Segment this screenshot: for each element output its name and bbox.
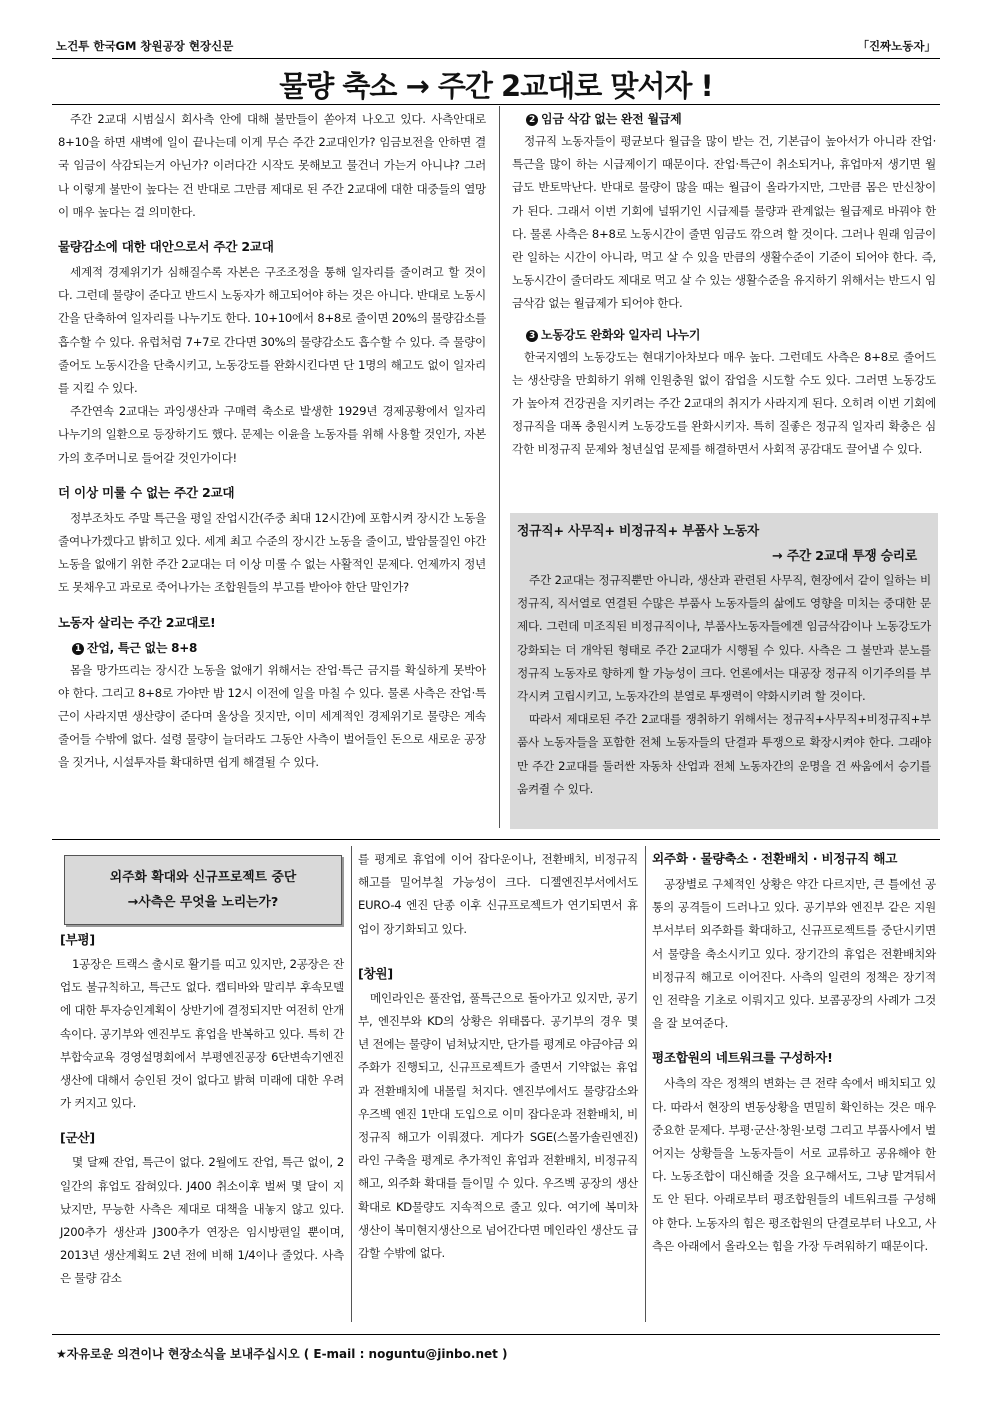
paragraph: 1공장은 트랙스 출시로 활기를 띠고 있지만, 2공장은 잔업도 불규칙하고, 특근도 없다. 캡티바와 말리부 후속모델에 대한 투자승인계획이 상반기에 결정되지만 여전히 안개 속이다. 공기부와 엔진부도 휴업을 반복하고 있다. 특히 간부합숙교육 경영설명회에서 부평엔진공장 6단변속기엔진생산에 대해서 승인된 것이 없다고 밝혀 미래에 대한 우려가 커지고 있다.	[60, 957, 344, 1111]
region-tag: [창원]	[358, 965, 393, 981]
section-heading: 외주화 · 물량축소 · 전환배치 · 비정규직 해고	[652, 851, 898, 866]
callout-line: 외주화 확대와 신규프로젝트 중단	[109, 870, 297, 885]
highlight-box	[510, 513, 938, 829]
number-badge: 2	[526, 114, 538, 126]
box-subtitle: → 주간 2교대 투쟁 승리로	[772, 549, 917, 564]
paragraph: 사측의 작은 정책의 변화는 큰 전략 속에서 배치되고 있다. 따라서 현장의 변동상황을 면밀히 확인하는 것은 매우 중요한 문제다. 부평·군산·창원·보령 그리고 부품사에서 벌어지는 상황들을 노동자들이 서로 교류하고 공유해야 한다. 노동조합이 대신해줄 것을 요구해서도, 그냥 맡겨둬서도 안 된다. 아래로부터 평조합원들의 네트워크를 구성해야 한다. 노동자의 힘은 평조합원의 단결로부터 나오고, 사측은 아래에서 올라오는 힘을 가장 두려워하기 때문이다.	[652, 1076, 936, 1253]
paragraph: 세계적 경제위기가 심해질수록 자본은 구조조정을 통해 일자리를 줄이려고 할 것이다. 그런데 물량이 준다고 반드시 노동자가 해고되어야 하는 것은 아니다. 반대로 노동시간을 단축하여 일자리를 나누기도 한다. 10+10에서 8+8로 줄이면 20%의 물량감소를 흡수할 수 있다. 유럽처럼 7+7로 간다면 30%의 물량감소도 흡수할 수 있다. 즉 물량이 줄어도 노동시간을 단축시키고, 노동강도를 완화시킨다면 단 1명의 해고도 없이 일자리를 지킬 수 있다.	[58, 265, 486, 396]
subheading-text: 임금 삭감 없는 완전 월급제	[541, 112, 682, 126]
headline: 물량 축소 → 주간 2교대로 맞서자 !	[279, 69, 713, 103]
subheading-text: 잔업, 특근 없는 8+8	[87, 640, 198, 655]
section-heading: 더 이상 미룰 수 없는 주간 2교대	[58, 484, 235, 500]
column-divider	[499, 106, 500, 828]
paragraph: 몸을 망가뜨리는 장시간 노동을 없애기 위해서는 잔업·특근 금지를 확실하게 못박아야 한다. 그리고 8+8로 가야만 밤 12시 이전에 일을 마칠 수 있다. 물론 사측은 잔업·특근이 사라지면 생산량이 준다며 울상을 짓지만, 이미 세계적인 경제위기로 물량은 계속 줄어들 수밖에 없다. 설령 물량이 늘더라도 그동안 사측이 벌어들인 돈으로 새로운 공장을 짓거나, 시설투자를 확대하면 쉽게 해결될 수 있다.	[58, 662, 486, 770]
footer-rule	[52, 1334, 940, 1335]
subheading-text: 노동강도 완화와 일자리 나누기	[541, 327, 701, 342]
number-badge: 3	[526, 330, 538, 342]
region-tag: [부평]	[60, 932, 95, 947]
section-heading: 평조합원의 네트워크를 구성하자!	[652, 1050, 833, 1066]
paragraph: 메인라인은 풀잔업, 풀특근으로 돌아가고 있지만, 공기부, 엔진부와 KD의 상황은 위태롭다. 공기부의 경우 몇 년 전에는 물량이 넘쳐났지만, 단가를 평계로 야금야금 외주화가 진행되고, 신규프로젝트가 줄면서 기약없는 휴업과 전환배치에 내몰릴 처지다. 엔진부에서도 물량감소와 우즈벡 엔진 1만대 도입으로 이미 잡다운과 전환배치, 비정규직 해고가 이뤄졌다. 게다가 SGE(스몰가솔린엔진) 라인 구축을 평계로 추가적인 휴업과 전환배치, 비정규직 해고, 외주화 확대를 들이밀 수 있다. 우즈벡 공장의 생산확대로 KD물량도 지속적으로 줄고 있다. 여기에 복미차 생산이 복미현지생산으로 넘어간다면 메인라인 생산도 급감할 수밖에 없다.	[358, 990, 638, 1261]
region-tag: [군산]	[60, 1130, 95, 1146]
masthead-right: 「진짜노동자」	[857, 39, 936, 53]
callout-box	[64, 855, 342, 925]
paragraph: 정규직 노동자들이 평균보다 월급을 많이 받는 건, 기본급이 높아서가 아니라 잔업·특근을 많이 하는 시급제이기 때문이다. 잔업·특근이 취소되거나, 휴업마저 생기면 월급도 반토막난다. 반대로 물량이 많을 때는 월급이 올라가지만, 그만큼 몸은 만신창이가 된다. 그래서 이번 기회에 널뛰기인 시급제를 물량과 관계없는 월급제로 바꿔야 한다. 물론 사측은 8+8로 노동시간이 줄면 임금도 깎으려 할 것이다. 그러나 원래 임금이란 일하는 시간이 아니라, 먹고 살 수 있을 만큼의 생활수준이 기준이 되어야 한다. 즉, 노동시간이 줄더라도 제대로 먹고 살 수 있는 생활수준을 유지하기 위해서는 반드시 임금삭감 없는 월급제가 되어야 한다.	[512, 134, 936, 311]
intro-paragraph: 주간 2교대 시범실시 회사측 안에 대해 불만들이 쏟아져 나오고 있다. 사측안대로 8+10을 하면 새벽에 일이 끝나는데 이게 무슨 주간 2교대인가? 임금보전을 안하면 결국 임금이 삭감되는거 아닌가? 이러다간 시작도 못해보고 물건너 가는거 아니냐? 그러나 이렇게 불만이 높다는 건 반대로 그만큼 제대로 된 주간 2교대에 대한 대중들의 열망이 매우 높다는 걸 의미한다.	[58, 112, 486, 219]
section-heading: 물량감소에 대한 대안으로서 주간 2교대	[58, 239, 274, 255]
section-heading: 노동자 살리는 주간 2교대로!	[58, 614, 216, 630]
column-divider	[645, 846, 646, 1322]
header-rule	[52, 58, 940, 59]
paragraph: 한국지엠의 노동강도는 현대기아차보다 매우 높다. 그런데도 사측은 8+8로 줄어드는 생산량을 만회하기 위해 인원충원 없이 잡업을 시도할 수도 있다. 그러면 노동강도가 높아져 건강권을 지키려는 주간 2교대의 취지가 사라지게 된다. 오히려 이번 기회에 정규직을 대폭 충원시켜 노동강도를 완화시키자. 특히 질좋은 정규직 일자리 확충은 심각한 비정규직 문제와 청년실업 문제를 해결하면서 사회적 공감대도 끌어낼 수 있다.	[512, 349, 936, 457]
headline-rule	[52, 104, 940, 105]
masthead	[52, 36, 940, 56]
column-divider	[351, 846, 352, 1322]
paragraph: 정부조차도 주말 특근을 평일 잔업시간(주중 최대 12시간)에 포함시켜 장시간 노동을 줄여나가겠다고 밝히고 있다. 세계 최고 수준의 장시간 노동을 줄이고, 발암물질인 야간노동을 없애기 위한 주간 2교대는 더 이상 미룰 수 없는 사활적인 문제다. 언제까지 정년도 못채우고 과로로 죽어나가는 조합원들의 부고를 받아야 한단 말인가?	[58, 510, 486, 595]
paragraph: 를 평계로 휴업에 이어 잡다운이나, 전환배치, 비정규직 해고를 밀어부칠 가능성이 크다. 디젤엔진부서에서도 EURO-4 엔진 단종 이후 신규프로젝트가 연기되면서 휴업이 장기화되고 있다.	[358, 852, 638, 936]
bottom-column-1	[60, 923, 344, 1291]
paragraph: 몇 달째 잔업, 특근이 없다. 2월에도 잔업, 특근 없이, 2일간의 휴업도 잡혀있다. J400 취소이후 벌써 몇 달이 지났지만, 무능한 사측은 제대로 대책을 내놓지 않고 있다. J200추가 생산과 J300추가 연장은 임시방편일 뿐이며, 2013년 생산계획도 2년 전에 비해 1/4이나 줄었다. 사측은 물량 감소	[60, 1155, 344, 1286]
section-rule	[52, 839, 940, 840]
footer-note: ★자유로운 의견이나 현장소식을 보내주십시오 ( E-mail : noguntu@jinbo.net )	[56, 1347, 508, 1361]
paragraph: 따라서 제대로된 주간 2교대를 쟁취하기 위해서는 정규직+사무직+비정규직+부품사 노동자들을 포함한 전체 노동자들의 단결과 투쟁으로 확장시켜야 한다. 그래야만 주간 2교대를 둘러싼 자동차 산업과 전체 노동자간의 운명을 건 싸움에서 승기를 움켜쥘 수 있다.	[517, 712, 931, 796]
bottom-column-2	[358, 848, 638, 1265]
callout-line: →사측은 무엇을 노리는가?	[127, 895, 279, 910]
bottom-column-3	[652, 848, 936, 1258]
masthead-left: 노건투 한국GM 창원공장 현장신문	[56, 39, 234, 53]
subheading	[512, 324, 936, 346]
paragraph: 주간연속 2교대는 과잉생산과 구매력 축소로 발생한 1929년 경제공황에서 일자리 나누기의 일환으로 등장하기도 했다. 문제는 이윤을 노동자를 위해 사용할 것인가, 자본가의 호주머니로 들어갈 것인가이다!	[58, 404, 486, 465]
left-column	[58, 108, 486, 775]
box-title: 정규직+ 사무직+ 비정규직+ 부품사 노동자	[517, 524, 760, 539]
subheading	[512, 108, 936, 130]
subheading	[58, 637, 486, 659]
number-badge: 1	[72, 643, 84, 655]
paragraph: 공장별로 구체적인 상황은 약간 다르지만, 큰 틀에선 공통의 공격들이 드러나고 있다. 공기부와 엔진부 같은 지원부서부터 외주화를 확대하고, 신규프로젝트를 중단시키면서 물량을 축소시키고 있다. 장기간의 휴업은 전환배치와 비정규직 해고로 이어진다. 사측의 일련의 정책은 장기적인 전략을 기초로 이뤄지고 있다. 보콤공장의 사례가 그것을 잘 보여준다.	[652, 877, 936, 1031]
paragraph: 주간 2교대는 정규직뿐만 아니라, 생산과 관련된 사무직, 현장에서 같이 일하는 비정규직, 직서열로 연결된 수많은 부품사 노동자들의 삶에도 영향을 미치는 중대한 문제다. 그런데 미조직된 비정규직이나, 부품사노동자들에겐 임금삭감이나 노동강도가 강화되는 더 개악된 형태로 주간 2교대가 시행될 수 있다. 사측은 그 불만과 분노를 정규직 노동자로 향하게 할 가능성이 크다. 언론에서는 대공장 정규직 이기주의를 부각시켜 고립시키고, 노동자간의 분열로 투쟁력이 약화시키려 할 것이다.	[517, 573, 931, 704]
right-column	[512, 108, 936, 462]
